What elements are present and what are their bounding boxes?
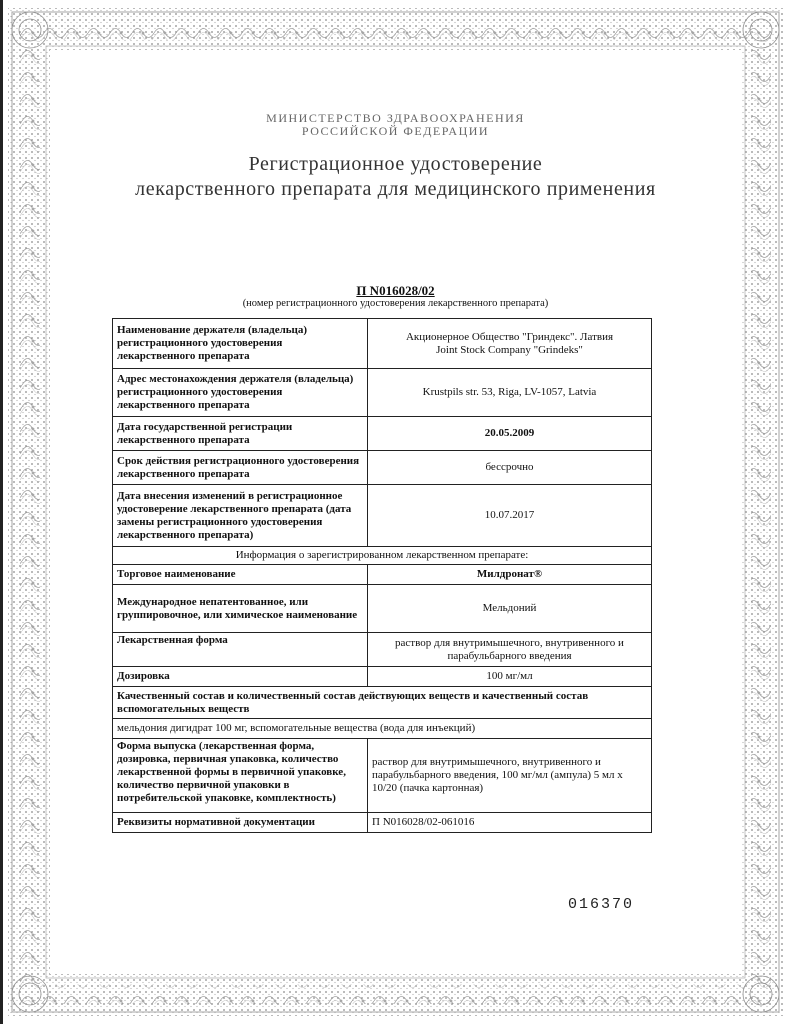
- address-value: Krustpils str. 53, Riga, LV-1057, Latvia: [368, 369, 652, 417]
- registration-number: П N016028/02: [356, 283, 435, 298]
- release-form-label: Форма выпуска (лекарственная форма, дозировка, первичная упаковка, количество лекарственной формы в первичной упаковке, количество первичной упаковки в потребительской упаковке, комплектность): [113, 739, 368, 813]
- registration-caption: (номер регистрационного удостоверения лекарственного препарата): [242, 298, 549, 309]
- table-row: [113, 369, 652, 417]
- table-row: [113, 547, 652, 565]
- composition-value: мельдония дигидрат 100 мг, вспомогательные вещества (вода для инъекций): [113, 719, 652, 739]
- validity-value: бессрочно: [368, 451, 652, 485]
- trade-name-label: Торговое наименование: [113, 565, 368, 585]
- dosage-form-value: раствор для внутримышечного, внутривенного и парабульбарного введения: [368, 633, 652, 667]
- ministry-header: [0, 112, 791, 138]
- table-row: [113, 565, 652, 585]
- amendment-date-label: Дата внесения изменений в регистрационное удостоверение лекарственного препарата (дата замены регистрационного удостоверения лекарственного препарата): [113, 485, 368, 547]
- dosage-label: Дозировка: [113, 667, 368, 687]
- table-row: [113, 417, 652, 451]
- table-row: [113, 633, 652, 667]
- validity-label: Срок действия регистрационного удостоверения лекарственного препарата: [113, 451, 368, 485]
- info-heading: Информация о зарегистрированном лекарственном препарате:: [113, 547, 652, 565]
- document-title: [0, 152, 791, 202]
- table-row: [113, 485, 652, 547]
- address-label: Адрес местонахождения держателя (владельца) регистрационного удостоверения лекарственного препарата: [113, 369, 368, 417]
- holder-value: [368, 319, 652, 369]
- table-row: [113, 719, 652, 739]
- serial-number: 016370: [568, 896, 635, 913]
- table-row: [113, 813, 652, 833]
- ministry-line-2: РОССИЙСКОЙ ФЕДЕРАЦИИ: [301, 124, 490, 138]
- dosage-value: 100 мг/мл: [368, 667, 652, 687]
- amendment-date-value: 10.07.2017: [368, 485, 652, 547]
- normative-docs-label: Реквизиты нормативной документации: [113, 813, 368, 833]
- registration-date-value: 20.05.2009: [368, 417, 652, 451]
- holder-name-en: Joint Stock Company "Grindeks": [436, 343, 583, 356]
- title-line-1: Регистрационное удостоверение: [248, 153, 543, 175]
- holder-name-ru: Акционерное Общество "Гриндекс". Латвия: [405, 330, 614, 343]
- trade-name-value: Милдронат®: [368, 565, 652, 585]
- title-line-2: лекарственного препарата для медицинского применения: [135, 178, 656, 200]
- dosage-form-label: Лекарственная форма: [113, 633, 368, 667]
- inn-label: Международное непатентованное, или группировочное, или химическое наименование: [113, 585, 368, 633]
- table-row: [113, 739, 652, 813]
- normative-docs-value: П N016028/02-061016: [368, 813, 652, 833]
- ministry-line-1: МИНИСТЕРСТВО ЗДРАВООХРАНЕНИЯ: [266, 111, 525, 125]
- table-row: [113, 451, 652, 485]
- certificate-table: [112, 318, 652, 833]
- table-row: [113, 667, 652, 687]
- table-row: [113, 319, 652, 369]
- table-row: [113, 687, 652, 719]
- holder-label: Наименование держателя (владельца) регистрационного удостоверения лекарственного препарата: [113, 319, 368, 369]
- registration-date-label: Дата государственной регистрации лекарственного препарата: [113, 417, 368, 451]
- inn-value: Мельдоний: [368, 585, 652, 633]
- release-form-value: раствор для внутримышечного, внутривенного и парабульбарного введения, 100 мг/мл (ампула) 5 мл х 10/20 (пачка картонная): [368, 739, 652, 813]
- composition-label: Качественный состав и количественный состав действующих веществ и качественный состав вспомогательных веществ: [113, 687, 652, 719]
- table-row: [113, 585, 652, 633]
